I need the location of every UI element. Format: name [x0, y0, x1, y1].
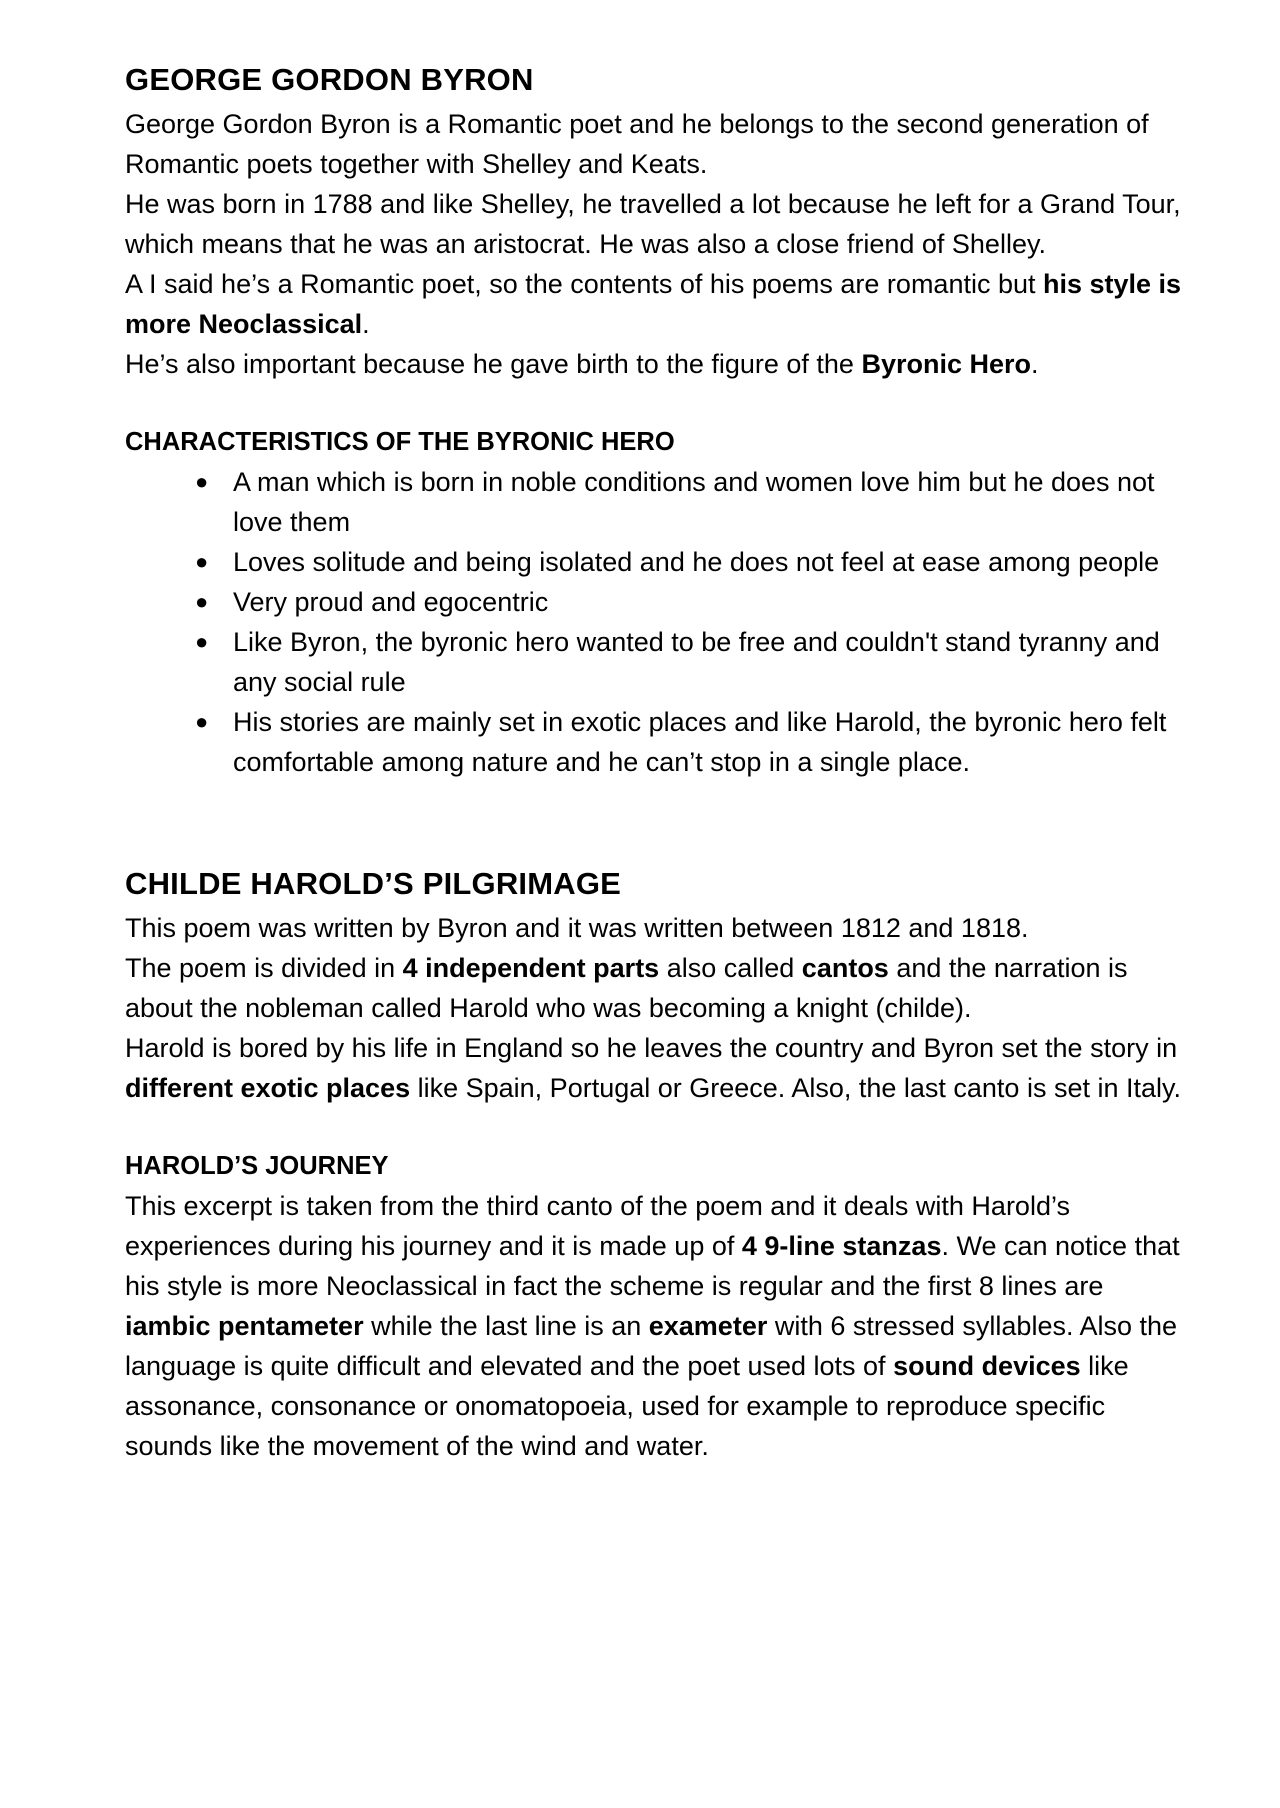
text-run: like assonance, consonance or onomatopoeia, used for example to reproduce specific sounds like the movement of the wind and water.	[125, 1351, 1129, 1461]
list-item-text: His stories are mainly set in exotic places and like Harold, the byronic hero felt comfortable among nature and he can’t stop in a single place.	[233, 707, 1167, 777]
text-run: . We can notice that his style is more Neoclassical in fact the scheme is regular and the first 8 lines are	[125, 1231, 1180, 1301]
bullet-icon: ●	[195, 589, 209, 614]
text-run: This excerpt is taken from the third canto of the poem and it deals with Harold’s experiences during his journey and it is made up of	[125, 1191, 1070, 1261]
text-run: and the narration is about the nobleman called Harold who was becoming a knight (childe).	[125, 953, 1128, 1023]
text-run: like Spain, Portugal or Greece. Also, the last canto is set in Italy.	[410, 1073, 1181, 1103]
list-item	[195, 702, 1185, 782]
paragraph-byron-style	[125, 264, 1185, 344]
subheading-characteristics: CHARACTERISTICS OF THE BYRONIC HERO	[125, 428, 675, 456]
text-run: also called	[659, 953, 802, 983]
list-item	[195, 542, 1185, 582]
list-item-text: A man which is born in noble conditions and women love him but he does not love them	[233, 467, 1155, 537]
spacer	[125, 384, 1185, 422]
paragraph-poem-structure	[125, 948, 1185, 1028]
text-run: .	[1031, 349, 1039, 379]
bold-run: iambic pentameter	[125, 1311, 364, 1341]
list-item	[195, 462, 1185, 542]
paragraph-poem-dates: This poem was written by Byron and it was written between 1812 and 1818.	[125, 913, 1029, 943]
bold-run: different exotic places	[125, 1073, 411, 1103]
bold-run: 4 independent parts	[402, 953, 660, 983]
bullet-icon: ●	[195, 709, 209, 734]
text-run: while the last line is an	[363, 1311, 649, 1341]
list-item	[195, 622, 1185, 702]
document-page	[125, 56, 1185, 1466]
bold-run: 4 9-line stanzas	[741, 1231, 942, 1261]
list-item-text: Very proud and egocentric	[233, 587, 549, 617]
bullet-icon: ●	[195, 629, 209, 654]
text-run: The poem is divided in	[125, 953, 403, 983]
spacer	[125, 782, 1185, 860]
section-title-childe-harold: CHILDE HAROLD’S PILGRIMAGE	[125, 866, 622, 901]
paragraph-byron-birth: He was born in 1788 and like Shelley, he travelled a lot because he left for a Grand Tour, which means that he was an aristocrat. He was also a close friend of Shelley.	[125, 189, 1181, 259]
paragraph-byron-intro: George Gordon Byron is a Romantic poet and he belongs to the second generation of Romantic poets together with Shelley and Keats.	[125, 109, 1149, 179]
paragraph-journey	[125, 1186, 1185, 1466]
text-run: He’s also important because he gave birth to the figure of the	[125, 349, 862, 379]
bold-run: sound devices	[893, 1351, 1081, 1381]
characteristics-list	[125, 462, 1185, 782]
list-item-text: Loves solitude and being isolated and he does not feel at ease among people	[233, 547, 1160, 577]
subheading-harolds-journey: HAROLD’S JOURNEY	[125, 1152, 389, 1180]
list-item	[195, 582, 1185, 622]
text-run: A I said he’s a Romantic poet, so the contents of his poems are romantic but	[125, 269, 1043, 299]
spacer	[125, 1108, 1185, 1146]
paragraph-byronic-hero	[125, 344, 1185, 384]
list-item-text: Like Byron, the byronic hero wanted to be free and couldn't stand tyranny and any social rule	[233, 627, 1160, 697]
bullet-icon: ●	[195, 469, 209, 494]
text-run: with 6 stressed syllables. Also the language is quite difficult and elevated and the poet used lots of	[125, 1311, 1178, 1381]
bold-run: his style is more Neoclassical	[125, 269, 1182, 339]
section-title-byron: GEORGE GORDON BYRON	[125, 62, 534, 97]
text-run: Harold is bored by his life in England so he leaves the country and Byron set the story in	[125, 1033, 1178, 1063]
bold-run: cantos	[801, 953, 889, 983]
paragraph-poem-setting	[125, 1028, 1185, 1108]
text-run: .	[362, 309, 370, 339]
bold-run: exameter	[648, 1311, 768, 1341]
bold-run: Byronic Hero	[861, 349, 1031, 379]
bullet-icon: ●	[195, 549, 209, 574]
